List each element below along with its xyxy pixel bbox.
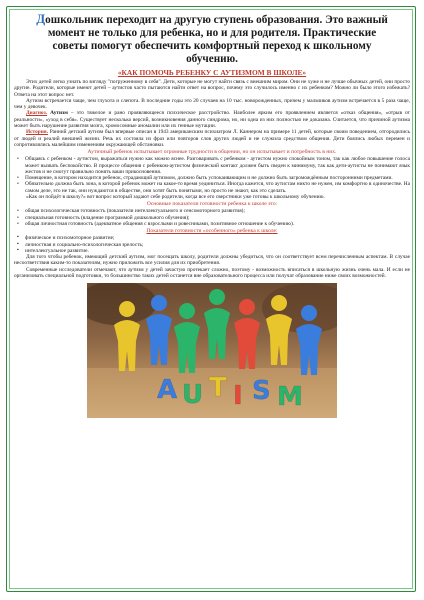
photo-letter: I (233, 381, 243, 412)
photo-letter: U (182, 380, 204, 411)
title-line-3: советы помогут обеспечить комфортный переход к школьному (52, 40, 372, 52)
list-item: • общая личностная готовность (адекватное общения с взрослыми и ровесниками, позитивное отношение к обучению). (25, 221, 410, 227)
photo-letter: T (209, 373, 227, 404)
autism-photo (87, 283, 337, 418)
difficulties-heading: Аутичный ребенок испытывает огромные трудности в общении, но он испытывает и потребность в них. (87, 149, 337, 156)
list-item: • Обязательно должна быть зона, в которой ребенок может на какое-то время уединиться. Иногда кажется, что аутистам никто не нужен, им комфортно в одиночестве. На самом деле, это не так, они нуждаются в обществе, они хотят быть понятыми, но просто не знают, как это сделать. (25, 181, 410, 194)
title-drop-letter: Д (36, 11, 46, 26)
diagnosis-word: Аутизм (50, 110, 68, 117)
list-item: • специальная готовность (владение программой дошкольного обучения); (25, 215, 410, 221)
photo-letter: S (252, 376, 271, 407)
conditions-paragraph: Для того чтобы ребенок, имеющий детский аутизм, мог посещать школу, родители должны убедиться, что он соответствует всем перечисленным аспектам. В случае несоответствия каким-то показателям, нужно приложить все усилия для их приобретения. (14, 254, 410, 267)
section-heading: «КАК ПОМОЧЬ РЕБЕНКУ С АУТИЗМОМ В ШКОЛЕ» (117, 68, 307, 77)
list-item: ▪ физическое и психомоторное развитие; (25, 235, 410, 241)
photo-illustration (87, 283, 337, 418)
diagnosis-paragraph (14, 110, 410, 129)
special-readiness-heading: Показатели готовности «особенного» ребенка к школе: (146, 228, 278, 235)
title-line-1: ошкольник переходит на другую ступень образования. Это важный (45, 14, 388, 26)
list-item: ▪ интеллектуальное развитие. (25, 248, 410, 254)
special-readiness-list (14, 235, 410, 254)
diagnosis-label: Диагноз. (26, 110, 48, 117)
list-item: • Общаясь с ребенком - аутистом, выражаться нужно как можно яснее. Разговаривать с ребенком - аутистом нужно спокойным тоном, так как любое повышение голоса может вызвать беспокойство. В процессе общения с ребенком-аутистом физический контакт должен быть сведен к минимуму, так как дети-аутисты не понимают язык жестов и не смогут правильно понять ваши прикосновения. (25, 156, 410, 175)
person-figure (204, 289, 230, 359)
final-paragraph: Современные исследователи отмечают, что аутизм у детей зачастую протекает сложно, поэтому - возможность вписаться в школьную жизнь очень мала. И если не организовать специальной подготовки, то большинство таких детей останется вне образовательного процесса или получат образование ниже своих возможностей. (14, 266, 410, 280)
person-figure (174, 303, 200, 373)
title-line-2: момент не только для ребенка, но и для родителя. Практические (47, 27, 377, 39)
list-item: • общая психологическая готовность (показатели интеллектуального и сенсомоторного развития); (25, 208, 410, 214)
page-title (14, 12, 410, 66)
title-line-4: обучению. (186, 53, 238, 65)
document-body (14, 12, 410, 418)
list-item: ▪ личностная и социально-психологическая зрелость; (25, 242, 410, 248)
list-item: • Помещение, в котором находится ребенок, страдающий аутизмом, должно быть успокаивающим и не должно быть загромождённым посторонними предметами. (25, 175, 410, 181)
photo-letter: A (157, 375, 178, 406)
readiness-list (14, 208, 410, 227)
question-paragraph: «Как он пойдёт в школу?» вот вопрос который задают себе родители, когда все его сверстники уже готовы к школьному обучению. (26, 194, 325, 201)
statistics-paragraph: Аутизм встречается чаще, чем глухота и слепота. В последние годы это 20 случаев на 10 тыс. новорожденных, причем у мальчиков аутизм встречается в 5 раза чаще, чем у девочек. (14, 97, 410, 111)
person-figure (234, 299, 260, 369)
difficulties-list (14, 156, 410, 194)
readiness-heading: Основные показатели готовности ребенка к школе это: (146, 201, 278, 208)
history-paragraph (14, 129, 410, 148)
history-label: История. (26, 129, 49, 136)
diagnosis-text: – это тяжелое и рано проявляющееся психическое расстройство. Наиболее ярким его проявлением является «отказ общения», «отрыв от реальности», «уход в себя». Существует несколько версий, возникновения данного синдрома, но, ни одна из них полностью не доказана. Считается, что причиной аутизма может быть нарушение развития мозга, хромосомные аномалии или их генные мутации. (14, 110, 410, 130)
intro-paragraph: Этих детей легко узнать по взгляду "погруженному в себя". Дети, которые не могут найти связь с внешним миром. Они не хуже и не лучше обычных детей, они просто другие. Родители, которые имеют детей – аутистов часто пытаются найти ответ на вопрос, почему это случилось именно с их ребенком? Можно ли было этого избежать? Ответа на этот вопрос нет. (14, 79, 410, 98)
history-text: Ранний детский аутизм был впервые описан в 1943 американским психиатром Л. Каннером на примере 11 детей, которые своим поведением, отгородились от людей и реалий внешней жизни. Речь их состояла из фраз или повторов слов других людей и не служила средством общения. Дети боялись любых перемен и сопротивлялись малейшим изменениям окружающей обстановки. (14, 129, 410, 148)
photo-letter: M (277, 382, 303, 413)
